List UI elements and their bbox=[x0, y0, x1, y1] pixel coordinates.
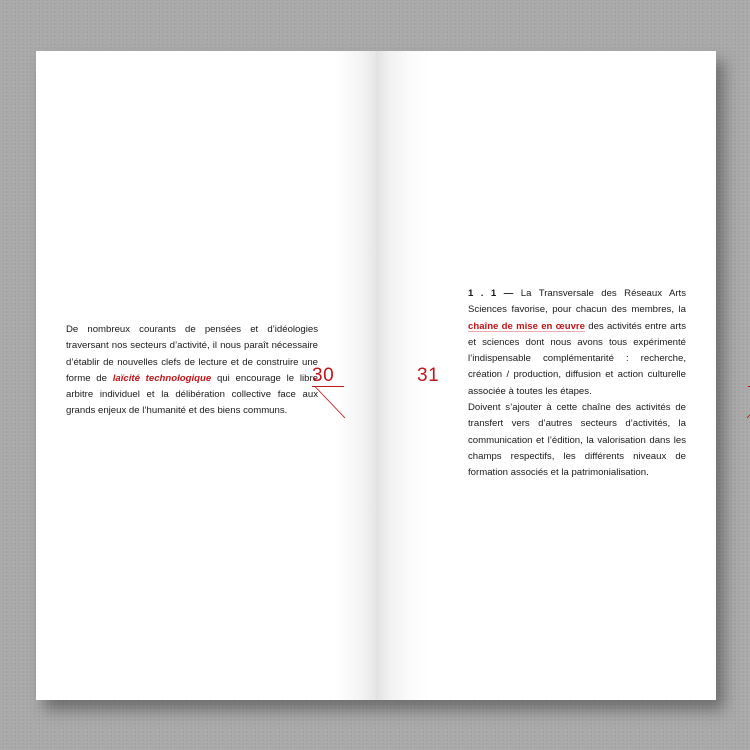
right-paragraph-1-text-before: La Transversale des Réseaux Arts Sciences favorise, pour chacun des membres, la bbox=[468, 288, 687, 316]
book-spread bbox=[36, 51, 716, 700]
left-page-number: 30 bbox=[312, 365, 335, 386]
left-marker-diagonal-line bbox=[315, 387, 345, 419]
right-paragraph-1 bbox=[468, 286, 686, 400]
left-paragraph-text-before: De nombreux courants de pensées et d’idéologies traversant nos secteurs d’activité, il nous paraît nécessaire d’établir de nouvelles clefs de lecture et de construire une forme de bbox=[66, 324, 318, 384]
left-paragraph bbox=[66, 322, 318, 420]
left-page bbox=[36, 51, 376, 700]
right-page-text bbox=[468, 286, 686, 482]
right-highlight-term: chaîne de mise en œuvre bbox=[468, 320, 585, 332]
right-paragraph-2: Doivent s’ajouter à cette chaîne des activités de transfert vers d’autres secteurs d’activités, la communication et l’édition, la valorisation dans les champs respectifs, les différents niveaux de formation associés et la patrimonialisation. bbox=[468, 402, 686, 479]
right-page-number-marker bbox=[746, 386, 750, 420]
left-page-paragraph bbox=[66, 322, 318, 420]
left-page-number-marker bbox=[312, 386, 346, 420]
left-highlight-term: laïcité technologique bbox=[112, 372, 212, 384]
right-page-number: 31 bbox=[417, 365, 440, 386]
left-paragraph-text-after: qui encourage le libre arbitre individuel et la délibération collective face aux grands enjeux de l’humanité et des biens communs. bbox=[66, 372, 319, 417]
right-paragraph-1-text-after: des activités entre arts et sciences dont nous avons tous expérimenté l’indispensable complémentarité : recherche, création / production, diffusion et action culturelle associée à toutes les étapes. bbox=[468, 320, 686, 397]
section-number: 1 . 1 — bbox=[468, 288, 514, 299]
